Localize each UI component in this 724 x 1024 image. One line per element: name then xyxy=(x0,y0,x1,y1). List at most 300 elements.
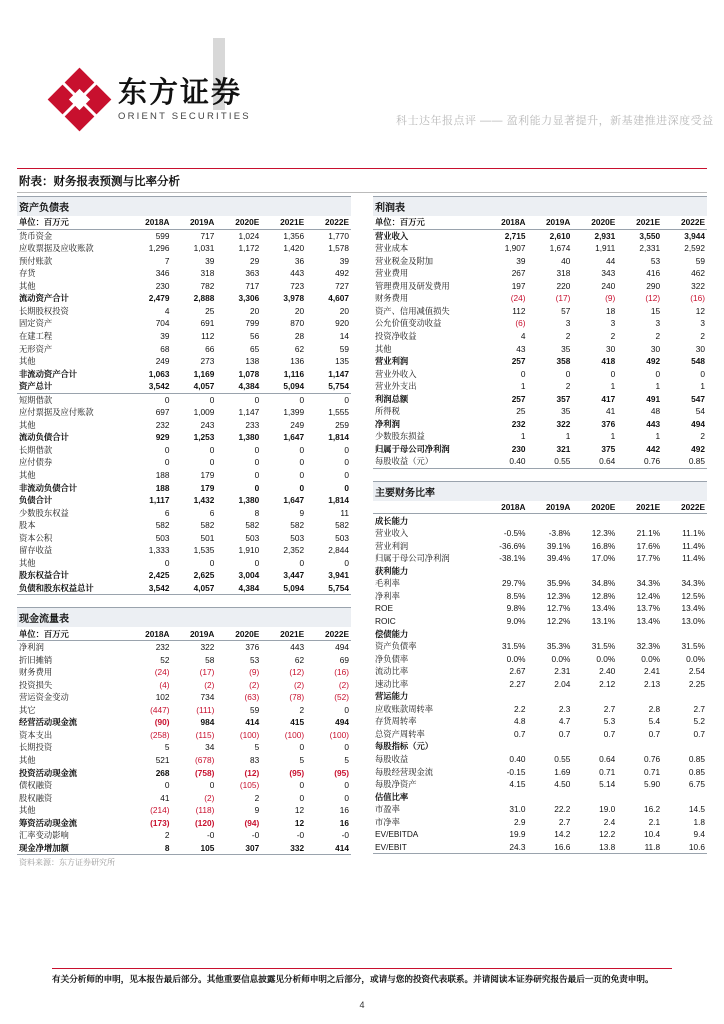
disclaimer-text: 有关分析师的申明，见本报告最后部分。其他重要信息披露见分析师申明之后部分，或请与您的投资代表联系。并请阅读本证券研究报告最后一页的免责申明。 xyxy=(52,974,654,984)
row-value: 0.55 xyxy=(554,753,571,764)
table-row xyxy=(373,540,707,553)
row-value: 582 xyxy=(155,520,170,531)
row-value: 1,432 xyxy=(193,495,215,506)
row-value: 4.15 xyxy=(509,779,526,790)
row-value: 10.6 xyxy=(662,841,707,854)
col-header: 2020E xyxy=(572,501,617,514)
row-value: 322 xyxy=(556,418,571,429)
table-row xyxy=(373,229,707,242)
table-row xyxy=(373,753,707,766)
row-value: 0.7 xyxy=(558,728,571,739)
row-value: 31.5% xyxy=(502,641,526,652)
row-label: 股权融资 xyxy=(19,792,53,803)
row-value: 2.9 xyxy=(513,816,526,827)
row-value: -0.15 xyxy=(506,766,526,777)
col-header: 2020E xyxy=(216,216,261,229)
table-row xyxy=(17,481,351,494)
col-header: 2019A xyxy=(172,627,217,640)
row-value: 0 xyxy=(299,444,305,455)
row-value: 1,911 xyxy=(595,243,616,254)
row-value: 322 xyxy=(691,280,705,291)
row-label: 货币资金 xyxy=(19,230,53,241)
row-value: 5,754 xyxy=(306,582,351,595)
table-row xyxy=(17,716,351,729)
row-value: 57 xyxy=(561,305,571,316)
row-value: 343 xyxy=(601,268,616,279)
row-value: (758) xyxy=(195,767,215,778)
row-value: 17.6% xyxy=(636,540,661,551)
row-value: 59 xyxy=(250,704,260,715)
table-row xyxy=(373,330,707,343)
row-label: 营业税金及附加 xyxy=(375,255,434,266)
row-value: (2) xyxy=(338,679,349,690)
row-value: 7 xyxy=(164,255,170,266)
table-row xyxy=(373,640,707,653)
row-value: 1,172 xyxy=(238,243,260,254)
row-label: 其他 xyxy=(19,557,36,568)
row-value: 1 xyxy=(610,431,616,442)
col-header: 2020E xyxy=(572,216,617,229)
left-column xyxy=(17,196,351,880)
row-value: 0 xyxy=(254,457,260,468)
row-value: 6 xyxy=(209,507,215,518)
table-row xyxy=(373,430,707,443)
table-row xyxy=(17,804,351,817)
row-value: 376 xyxy=(601,418,616,429)
row-label: 其他 xyxy=(19,419,36,430)
table-row xyxy=(17,368,351,381)
row-value: 2,479 xyxy=(148,293,170,304)
row-value: 0.64 xyxy=(572,455,617,468)
table-row xyxy=(373,828,707,841)
row-value: 136 xyxy=(290,356,305,367)
col-header: 2021E xyxy=(261,216,306,229)
ratios-title: 主要财务比率 xyxy=(373,481,707,501)
row-value xyxy=(528,690,573,703)
row-value: 0 xyxy=(299,780,305,791)
row-label: 资产总计 xyxy=(17,380,127,393)
row-value: 0 xyxy=(299,470,305,481)
row-value: 1,380 xyxy=(238,495,260,506)
row-value: 2 xyxy=(164,830,170,841)
row-value: 2,331 xyxy=(639,243,661,254)
row-value: (90) xyxy=(154,717,170,728)
table-row xyxy=(373,514,707,527)
row-value: 240 xyxy=(601,280,616,291)
row-value: 0 xyxy=(209,444,215,455)
row-value: 25 xyxy=(516,406,526,417)
row-value: 799 xyxy=(245,318,260,329)
table-row xyxy=(373,816,707,829)
row-value xyxy=(483,791,528,804)
table-row xyxy=(17,469,351,482)
row-value: 0.0% xyxy=(506,653,526,664)
row-value: (16) xyxy=(690,293,705,304)
row-value: 36 xyxy=(294,255,305,266)
table-row xyxy=(17,569,351,582)
row-value: 48 xyxy=(650,406,661,417)
row-value: 1,814 xyxy=(328,495,349,506)
row-label: 财务费用 xyxy=(19,667,53,678)
row-value: 5.3 xyxy=(603,716,616,727)
row-label: 其他 xyxy=(19,356,36,367)
row-value: 0 xyxy=(164,557,170,568)
row-value: 6.75 xyxy=(688,779,705,790)
row-value: 0.0% xyxy=(551,653,571,664)
row-value: 1,169 xyxy=(193,368,215,379)
col-header: 2019A xyxy=(528,501,573,514)
row-value: 2 xyxy=(565,381,571,392)
row-value: 717 xyxy=(245,280,260,291)
row-value: 257 xyxy=(511,393,526,404)
row-value: 363 xyxy=(245,268,260,279)
cashflow-title: 现金流量表 xyxy=(17,607,351,627)
col-header: 2021E xyxy=(617,501,662,514)
table-row xyxy=(17,494,351,507)
table-row xyxy=(373,527,707,540)
col-header: 2020E xyxy=(216,627,261,640)
row-value: 16 xyxy=(339,817,349,828)
row-value: 11.4% xyxy=(682,553,705,564)
row-label: 利润总额 xyxy=(375,393,409,404)
row-value: 62 xyxy=(294,654,305,665)
row-value: 1,147 xyxy=(328,368,349,379)
row-value: 112 xyxy=(512,305,526,316)
row-value: 4,607 xyxy=(328,293,349,304)
row-value: 0 xyxy=(299,394,305,405)
row-value: 0 xyxy=(655,368,661,379)
row-value: 53 xyxy=(650,255,661,266)
row-value: 0.7 xyxy=(603,728,616,739)
row-value: 492 xyxy=(646,356,661,367)
row-value: 35 xyxy=(561,406,571,417)
row-value: 39 xyxy=(205,255,215,266)
row-value: 322 xyxy=(200,642,215,653)
table-row xyxy=(17,280,351,293)
row-value: 0 xyxy=(344,482,349,493)
row-value: 2,592 xyxy=(684,243,705,254)
row-value: 723 xyxy=(290,280,305,291)
col-header: 2022E xyxy=(662,216,707,229)
row-value: 4 xyxy=(520,331,526,342)
row-label: 股本 xyxy=(19,520,36,531)
table-row xyxy=(17,654,351,667)
row-value: 0 xyxy=(254,557,260,568)
row-value: 12.2% xyxy=(546,615,571,626)
row-value: (17) xyxy=(555,293,571,304)
row-value: 11.8 xyxy=(617,841,662,854)
row-value: 1,117 xyxy=(149,495,170,506)
row-value: 39 xyxy=(339,255,349,266)
row-value: 0 xyxy=(344,470,349,481)
row-value: 188 xyxy=(155,482,170,493)
table-row xyxy=(373,577,707,590)
row-value: (2) xyxy=(293,679,305,690)
row-value: 12.3% xyxy=(591,528,616,539)
row-value: 257 xyxy=(511,356,526,367)
row-value: 0 xyxy=(254,394,260,405)
row-value: 2,844 xyxy=(328,545,349,556)
row-value: 501 xyxy=(200,532,215,543)
row-value: 697 xyxy=(155,407,170,418)
row-value: 0.7 xyxy=(513,728,526,739)
row-value: (16) xyxy=(334,667,349,678)
row-value: 5.90 xyxy=(643,779,661,790)
row-value: 13.1% xyxy=(591,615,616,626)
row-value: 582 xyxy=(290,520,305,531)
page-header xyxy=(0,0,724,148)
table-row xyxy=(17,242,351,255)
row-value xyxy=(572,627,617,640)
row-value: 1.8 xyxy=(693,816,705,827)
ratios-blank-label xyxy=(373,501,483,514)
row-value: (115) xyxy=(195,729,215,740)
row-label: 净利润 xyxy=(19,642,44,653)
table-row xyxy=(373,305,707,318)
row-label: 投资活动现金流 xyxy=(19,767,78,778)
row-value: 503 xyxy=(245,532,260,543)
row-label: 估值比率 xyxy=(375,791,409,802)
row-value: -3.8% xyxy=(548,528,571,539)
row-value: 1,814 xyxy=(328,432,349,443)
row-value xyxy=(572,740,617,753)
row-value: 13.4% xyxy=(681,603,705,614)
row-value: 197 xyxy=(511,280,526,291)
row-value: 1 xyxy=(700,381,705,392)
row-label: 其他 xyxy=(375,343,392,354)
row-value: 29 xyxy=(250,255,260,266)
row-value: 9 xyxy=(254,805,260,816)
table-row xyxy=(17,292,351,305)
table-row xyxy=(373,242,707,255)
row-value: 11 xyxy=(340,507,349,518)
table-row xyxy=(17,582,351,595)
row-value xyxy=(528,740,573,753)
row-value: -0 xyxy=(207,830,215,841)
row-value xyxy=(528,565,573,578)
col-header: 2021E xyxy=(617,216,662,229)
row-value: 12.8% xyxy=(591,590,616,601)
row-label: 现金净增加额 xyxy=(17,842,127,855)
income-statement-block xyxy=(373,196,707,469)
row-value xyxy=(662,791,707,804)
table-row xyxy=(373,405,707,418)
row-value: 0 xyxy=(344,704,349,715)
row-value: 3,306 xyxy=(238,293,260,304)
row-value: 31.5% xyxy=(681,641,705,652)
row-value: 503 xyxy=(155,532,170,543)
row-label: 留存收益 xyxy=(19,545,53,556)
row-value: 2 xyxy=(299,704,305,715)
row-value: 0 xyxy=(344,742,349,753)
row-value: 2.31 xyxy=(554,666,571,677)
table-row xyxy=(373,443,707,456)
row-label: 预付账款 xyxy=(19,255,53,266)
row-value: 40 xyxy=(561,255,571,266)
row-value: 2 xyxy=(610,331,616,342)
table-row xyxy=(373,803,707,816)
row-value: 2,625 xyxy=(193,570,215,581)
row-value: 5 xyxy=(164,742,170,753)
row-value: 1 xyxy=(565,431,571,442)
row-value: 2 xyxy=(254,792,260,803)
col-header: 2019A xyxy=(528,216,573,229)
row-value: 25 xyxy=(205,305,215,316)
row-value xyxy=(483,514,528,527)
row-value: 376 xyxy=(245,642,260,653)
row-value: (111) xyxy=(196,704,215,715)
table-row xyxy=(17,267,351,280)
row-value: 12.2 xyxy=(599,829,616,840)
row-value: 5,754 xyxy=(306,380,351,393)
row-value: 232 xyxy=(155,419,170,430)
row-value: 0 xyxy=(254,482,260,493)
row-label: 筹资活动现金流 xyxy=(19,817,78,828)
row-value: 0 xyxy=(164,780,170,791)
row-value: 2.54 xyxy=(688,666,705,677)
row-value: 1,674 xyxy=(549,243,571,254)
row-value: 727 xyxy=(335,280,349,291)
row-label: 速动比率 xyxy=(375,678,409,689)
row-value: 2.3 xyxy=(558,703,571,714)
row-value: 15 xyxy=(650,305,661,316)
row-value: 0 xyxy=(299,792,305,803)
row-label: 毛利率 xyxy=(375,578,400,589)
row-value: 492 xyxy=(691,443,705,454)
row-value: (12) xyxy=(244,767,260,778)
row-value: 16.6 xyxy=(528,841,573,854)
row-value: 13.7% xyxy=(636,603,661,614)
row-label: 营业收入 xyxy=(375,230,409,241)
table-row xyxy=(373,703,707,716)
table-row xyxy=(17,393,351,406)
row-label: 资本支出 xyxy=(19,729,53,740)
row-value: -38.1% xyxy=(499,553,526,564)
row-value: 4,384 xyxy=(216,380,261,393)
row-value xyxy=(617,740,662,753)
table-row xyxy=(373,342,707,355)
row-value: -0 xyxy=(251,830,260,841)
row-value: 0.55 xyxy=(528,455,573,468)
income-statement-title: 利润表 xyxy=(373,196,707,216)
right-column xyxy=(373,196,707,866)
row-value: 35.9% xyxy=(546,578,571,589)
section-rule-bottom xyxy=(17,192,707,193)
row-label: 流动比率 xyxy=(375,666,409,677)
row-label: 在建工程 xyxy=(19,331,53,342)
row-value: 1,333 xyxy=(148,545,170,556)
row-value: 232 xyxy=(155,642,170,653)
table-row xyxy=(17,754,351,767)
row-value: 704 xyxy=(155,318,170,329)
row-value xyxy=(617,514,662,527)
row-value: 494 xyxy=(691,418,705,429)
row-value: (100) xyxy=(329,729,349,740)
row-value: 0.7 xyxy=(648,728,661,739)
row-value: 582 xyxy=(200,520,215,531)
row-label: 其他 xyxy=(19,805,36,816)
row-value: 2.7 xyxy=(603,703,616,714)
row-value: 1,535 xyxy=(193,545,215,556)
row-label: 净利润 xyxy=(375,418,400,429)
table-row xyxy=(373,393,707,406)
row-value: 3,004 xyxy=(238,570,260,581)
row-value: 9 xyxy=(299,507,305,518)
row-value: 1 xyxy=(655,381,661,392)
row-value: 0 xyxy=(164,457,170,468)
row-value: 233 xyxy=(245,419,260,430)
row-value: 105 xyxy=(172,842,217,855)
row-value: 30 xyxy=(606,343,616,354)
row-value: 920 xyxy=(335,318,349,329)
row-value: 2.7 xyxy=(558,816,571,827)
row-value: 12.7% xyxy=(546,603,571,614)
row-value: 4,057 xyxy=(172,380,217,393)
row-value: 220 xyxy=(556,280,571,291)
page-title: 附表：财务报表预测与比率分析 xyxy=(19,176,180,188)
row-value: 318 xyxy=(556,268,571,279)
row-value: 66 xyxy=(205,343,215,354)
row-value: (78) xyxy=(289,692,305,703)
row-value: 5,094 xyxy=(261,582,306,595)
row-label: 市盈率 xyxy=(375,804,400,815)
row-label: 净利率 xyxy=(375,590,400,601)
row-value: 32.3% xyxy=(636,641,661,652)
col-header: 2022E xyxy=(306,216,351,229)
row-value: 2 xyxy=(655,331,661,342)
table-row xyxy=(373,255,707,268)
row-value: 12 xyxy=(294,805,305,816)
row-value: 870 xyxy=(290,318,305,329)
table-row xyxy=(17,679,351,692)
row-value: 62 xyxy=(294,343,305,354)
row-value: 346 xyxy=(155,268,170,279)
row-value: 521 xyxy=(155,754,170,765)
row-value: 39 xyxy=(160,331,170,342)
row-value: 41 xyxy=(160,792,170,803)
row-value: 1,420 xyxy=(283,243,305,254)
row-value: 734 xyxy=(200,692,215,703)
row-value: 0.0% xyxy=(596,653,616,664)
row-label: 每股净资产 xyxy=(375,779,417,790)
row-value: 290 xyxy=(646,280,661,291)
row-value: 39.4% xyxy=(546,553,571,564)
row-value: 582 xyxy=(245,520,260,531)
source-note: 资料来源：东方证券研究所 xyxy=(19,858,115,868)
row-value: 69 xyxy=(339,654,349,665)
row-value xyxy=(662,690,707,703)
row-value: 0 xyxy=(254,444,260,455)
row-value: 3,941 xyxy=(328,570,349,581)
row-value: 31.0 xyxy=(509,804,526,815)
row-value: 19.9 xyxy=(509,829,526,840)
row-value: 11.1% xyxy=(682,528,705,539)
row-label: 营运能力 xyxy=(375,691,409,702)
row-value: 416 xyxy=(646,268,661,279)
row-value: 2,352 xyxy=(283,545,305,556)
row-value: -0.5% xyxy=(503,528,526,539)
row-value: 52 xyxy=(160,654,170,665)
row-value: 0.85 xyxy=(688,753,705,764)
table-row xyxy=(373,791,707,804)
row-value xyxy=(528,791,573,804)
row-value: 1,647 xyxy=(283,432,305,443)
row-value: (24) xyxy=(510,293,526,304)
row-value: 2 xyxy=(565,331,571,342)
row-value: (173) xyxy=(150,817,170,828)
row-value: 3,550 xyxy=(639,230,661,241)
row-value: 1 xyxy=(610,381,616,392)
